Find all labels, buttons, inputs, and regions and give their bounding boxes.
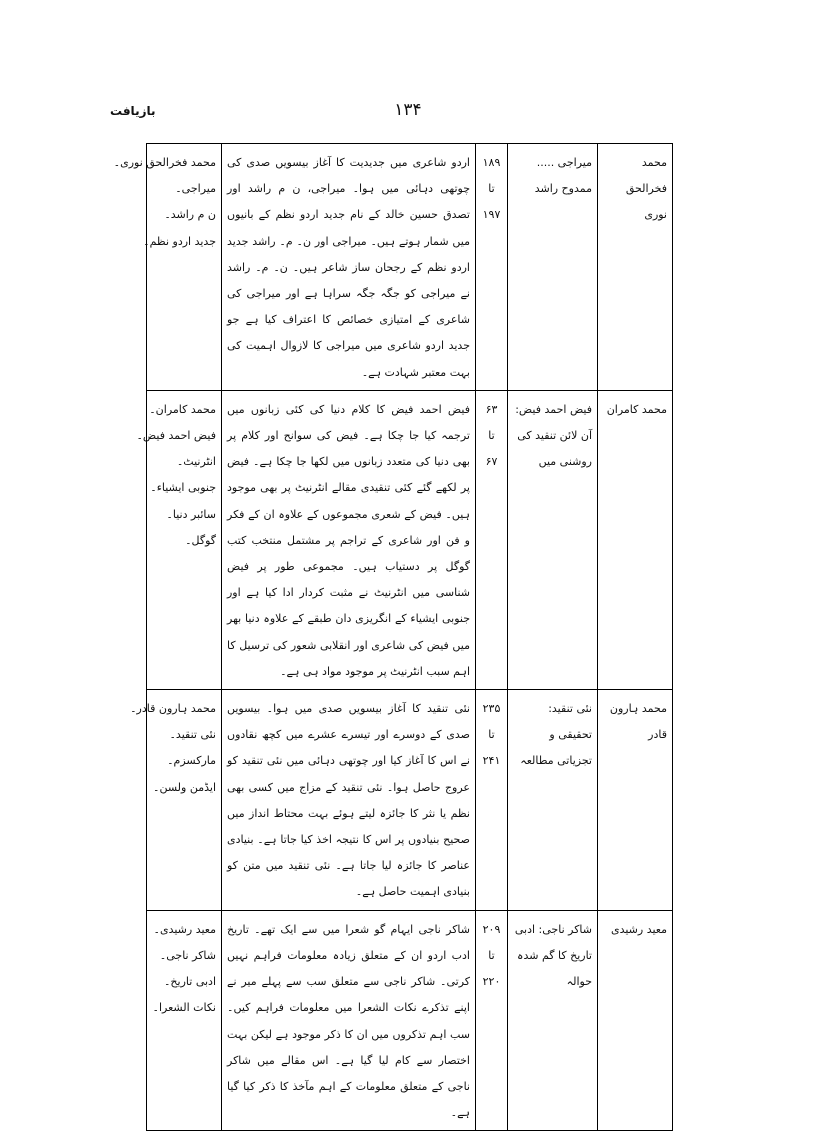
journal-title: بازیافت — [110, 104, 156, 118]
author-cell: معید رشیدی — [598, 910, 673, 1131]
title-cell: فیض احمد فیض: آن لائن تنقید کی روشنی میں — [508, 390, 598, 689]
keyword: معید رشیدی۔ — [153, 922, 216, 936]
keywords-cell — [113, 144, 222, 391]
keyword: ن م راشد۔ — [164, 208, 216, 222]
keyword: مارکسزم۔ — [167, 754, 216, 768]
summary-cell — [222, 144, 476, 391]
page-start: ۶۳ — [485, 402, 498, 416]
summary-text: فیض احمد فیض کا کلام دنیا کی کئی زبانوں میں ترجمہ کیا جا چکا ہے۔ فیض کی سوانح اور کلام پر بھی دنیا کی متعدد زبانوں میں لکھا جا چکا ہے۔ فیض پر لکھے گئے کئی تنقیدی مقالے انٹرنیٹ پر بھی موجود ہیں۔ فیض کے شعری مجموعوں کے علاوہ ان کے فکر و فن اور شاعری کے تراجم پر مشتمل منتخب کتب گوگل پر دستیاب ہیں۔ مجموعی طور پر فیض شناسی میں انٹرنیٹ نے مثبت کردار ادا کیا ہے اور جنوبی ایشیاء کے انگریزی دان طبقے کے علاوہ دنیا بھر میں فیض کی شاعری اور انقلابی شعور کی ترسیل کا اہم سبب انٹرنیٹ پر موجود مواد ہی ہے۔ — [227, 402, 470, 678]
pages-cell — [476, 390, 508, 689]
keyword: محمد ہارون قادر۔ — [130, 702, 216, 716]
keyword: انٹرنیٹ۔ — [176, 455, 216, 469]
author-cell: محمد کامران — [598, 390, 673, 689]
keywords-cell — [147, 910, 222, 1131]
summary-text: شاکر ناجی ایہام گو شعرا میں سے ایک تھے۔ تاریخ ادب اردو ان کے متعلق زیادہ معلومات فراہم نہیں کرتی۔ شاکر ناجی سے متعلق سب سے پہلے میر نے اپنے تذکرے نکات الشعرا میں معلومات فراہم کیں۔ سب اہم تذکروں میں ان کا ذکر موجود ہے لیکن بہت اختصار سے کام لیا گیا ہے۔ اس مقالے میں شاکر ناجی کے متعلق معلومات کے اہم مآخذ کا ذکر کیا گیا ہے۔ — [227, 922, 470, 1120]
keywords-cell — [136, 390, 222, 689]
page-start: ۱۸۹ — [482, 156, 501, 169]
keyword: میراجی۔ — [175, 182, 216, 196]
table-row — [147, 690, 673, 911]
article-index-table — [113, 143, 673, 1131]
summary-cell — [222, 910, 476, 1131]
page-end: ۱۹۷ — [482, 208, 501, 222]
keyword: جنوبی ایشیاء۔ — [150, 481, 216, 495]
page-number: ۱۳۴ — [394, 100, 422, 120]
keyword: ادبی تاریخ۔ — [163, 975, 216, 989]
page-end: ۲۲۰ — [482, 975, 501, 989]
table-row — [147, 910, 673, 1131]
page-end: ۶۷ — [485, 455, 498, 469]
summary-text: نئی تنقید کا آغاز بیسویں صدی میں ہوا۔ بیسویں صدی کے دوسرے اور تیسرے عشرے میں کچھ نقادوں نے اس کا آغاز کیا اور چوتھی دہائی میں نئی تنقید کو عروج حاصل ہوا۔ نئی تنقید کے مزاج میں کسی بھی نظم یا نثر کا جائزہ لیتے ہوئے بہت محتاط انداز میں صحیح بنیادوں پر اس کا نتیجہ اخذ کیا جاتا ہے۔ بنیادی عناصر کا جائزہ لیا جاتا ہے۔ نئی تنقید میں متن کو بنیادی اہمیت حاصل ہے۔ — [227, 702, 470, 899]
author-cell: محمد فخرالحق نوری — [598, 144, 673, 391]
title-cell: شاکر ناجی: ادبی تاریخ کا گم شدہ حوالہ — [508, 910, 598, 1131]
table-row — [147, 390, 673, 689]
title-cell: میراجی ..... ممدوح راشد — [508, 144, 598, 391]
page-separator: تا — [488, 948, 495, 962]
keyword: شاکر ناجی۔ — [159, 948, 216, 962]
page-end: ۲۴۱ — [482, 754, 501, 768]
summary-text: اردو شاعری میں جدیدیت کا آغاز بیسویں صدی کی چوتھی دہائی میں ہوا۔ میراجی، ن م راشد اور تصدق حسین خالد کے نام جدید اردو نظم کے بانیوں میں شمار ہوتے ہیں۔ میراجی اور ن۔ م۔ راشد جدید اردو نظم کے رجحان ساز شاعر ہیں۔ ن۔ م۔ راشد نے میراجی کو جگہ جگہ سراہا ہے اور میراجی کی شاعری کے امتیازی خصائص کا اعتراف کیا ہے جو جدید اردو شاعری میں میراجی کا لازوال اہمیت کی بہت معتبر شہادت ہے۔ — [227, 156, 470, 379]
pages-cell — [476, 144, 508, 391]
keyword: سائبر دنیا۔ — [166, 507, 216, 521]
page-separator: تا — [488, 182, 495, 196]
keyword: نئی تنقید۔ — [169, 728, 216, 742]
summary-cell — [222, 390, 476, 689]
page-separator: تا — [488, 429, 495, 443]
keyword: نکات الشعرا۔ — [152, 1001, 216, 1015]
keyword: فیض احمد فیض۔ — [136, 429, 216, 443]
keyword: محمد فخرالحق نوری۔ — [113, 156, 216, 169]
summary-cell — [222, 690, 476, 911]
pages-cell — [476, 910, 508, 1131]
pages-cell — [476, 690, 508, 911]
author-cell: محمد ہارون قادر — [598, 690, 673, 911]
keyword: محمد کامران۔ — [149, 402, 216, 416]
table-row — [147, 144, 673, 391]
keyword: گوگل۔ — [185, 533, 216, 547]
keyword: جدید اردو نظم۔ — [143, 234, 216, 248]
page-separator: تا — [488, 728, 495, 742]
title-cell: نئی تنقید: تحقیقی و تجزیاتی مطالعہ — [508, 690, 598, 911]
page-start: ۲۳۵ — [482, 702, 501, 716]
keyword: ایڈمن ولسن۔ — [153, 780, 216, 794]
page-start: ۲۰۹ — [482, 922, 501, 936]
keywords-cell — [130, 690, 222, 911]
